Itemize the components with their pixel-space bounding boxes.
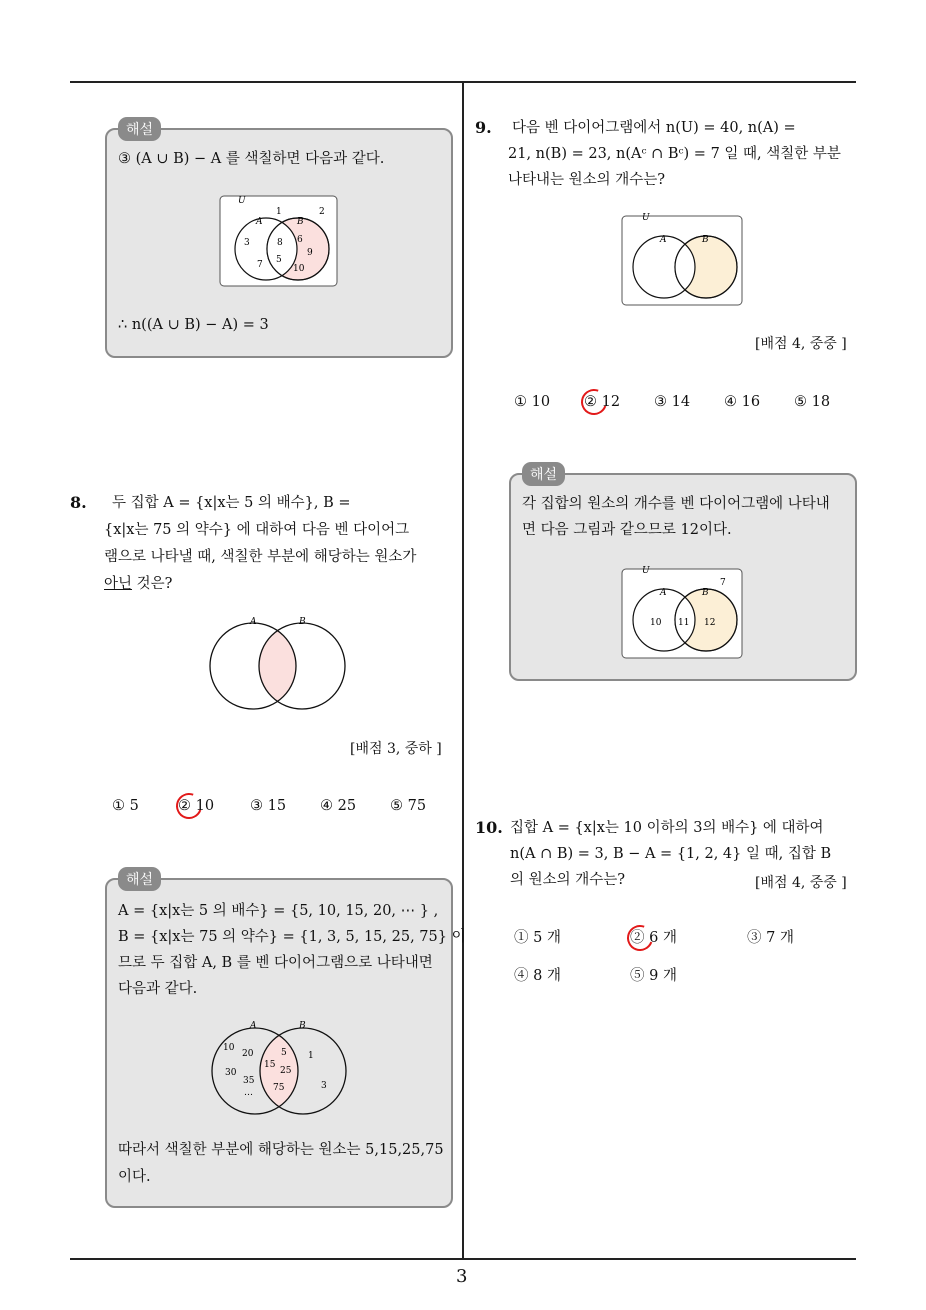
venn-number: 9 <box>307 248 313 258</box>
choice-1[interactable]: ① 10 <box>514 394 551 410</box>
venn-number: 5 <box>281 1048 287 1058</box>
venn-number: 10 <box>293 264 305 274</box>
score-label: [배점 4, 중중 ] <box>755 875 847 891</box>
venn-label-b: B <box>702 588 709 598</box>
venn-number: 7 <box>257 260 263 270</box>
venn-diagram <box>620 208 746 308</box>
question-text-line: 아닌 것은? <box>104 576 173 592</box>
venn-number: 3 <box>321 1081 327 1091</box>
venn-label-a: A <box>250 1021 257 1031</box>
solution-text: B = {x|x는 75 의 약수} = {1, 3, 5, 15, 25, 75} 이 <box>118 929 466 945</box>
choice-5[interactable]: ⑤ 9 개 <box>630 968 677 984</box>
question-text-line: n(A ∩ B) = 3, B − A = {1, 2, 4} 일 때, 집합 B <box>510 846 832 862</box>
choice-5[interactable]: ⑤ 18 <box>794 394 831 410</box>
venn-number: 6 <box>297 235 303 245</box>
venn-label-a: A <box>256 217 263 227</box>
venn-label-b: B <box>702 235 709 245</box>
question-text-line: 집합 A = {x|x는 10 이하의 3의 배수} 에 대하여 <box>510 820 824 836</box>
venn-label-a: A <box>250 617 257 627</box>
choice-3[interactable]: ③ 7 개 <box>747 930 794 946</box>
question-text-line: 램으로 나타낼 때, 색칠한 부분에 해당하는 원소가 <box>104 549 417 565</box>
score-label: [배점 3, 중하 ] <box>350 741 442 757</box>
choice-2[interactable]: ② 10 <box>178 798 215 814</box>
bottom-rule <box>70 1258 856 1260</box>
solution-text: ③ (A ∪ B) − A 를 색칠하면 다음과 같다. <box>118 151 385 167</box>
solution-tag: 해설 <box>522 462 565 486</box>
venn-diagram <box>620 561 746 661</box>
question-text-line: 두 집합 A = {x|x는 5 의 배수}, B = <box>112 495 351 511</box>
question-text-line: {x|x는 75 의 약수} 에 대하여 다음 벤 다이어그 <box>104 522 410 538</box>
venn-number: 10 <box>650 618 662 628</box>
venn-number: 2 <box>319 207 325 217</box>
question-text-line: 21, n(B) = 23, n(Aᶜ ∩ Bᶜ) = 7 일 때, 색칠한 부분 <box>508 146 841 162</box>
venn-label-u: U <box>642 566 650 576</box>
venn-number: 25 <box>280 1066 292 1076</box>
choice-1[interactable]: ① 5 개 <box>514 930 561 946</box>
underlined-word: 아닌 <box>104 576 133 592</box>
solution-text: 각 집합의 원소의 개수를 벤 다이어그램에 나타내 <box>522 496 830 512</box>
venn-number: 7 <box>720 578 726 588</box>
venn-number: 11 <box>678 618 690 628</box>
venn-label-u: U <box>238 196 246 206</box>
choice-2[interactable]: ② 6 개 <box>630 930 677 946</box>
solution-text: 이다. <box>118 1169 151 1185</box>
solution-text: A = {x|x는 5 의 배수} = {5, 10, 15, 20, ⋯ } , <box>118 903 439 919</box>
solution-conclusion: ∴ n((A ∪ B) − A) = 3 <box>118 317 269 333</box>
question-number: 8. <box>70 493 87 512</box>
question-number: 9. <box>475 118 492 137</box>
venn-number: 1 <box>308 1051 314 1061</box>
venn-number: 3 <box>244 238 250 248</box>
solution-tag: 해설 <box>118 867 161 891</box>
venn-label-a: A <box>660 235 667 245</box>
venn-number: 5 <box>276 255 282 265</box>
venn-label-u: U <box>642 213 650 223</box>
choice-2[interactable]: ② 12 <box>584 394 621 410</box>
question-number: 10. <box>475 818 503 837</box>
venn-label-a: A <box>660 588 667 598</box>
column-divider <box>462 83 464 1260</box>
venn-diagram <box>205 1016 355 1116</box>
solution-tag: 해설 <box>118 117 161 141</box>
venn-number: … <box>244 1088 253 1098</box>
venn-number: 35 <box>243 1076 255 1086</box>
choice-3[interactable]: ③ 15 <box>250 798 287 814</box>
solution-text: 면 다음 그림과 같으므로 12이다. <box>522 522 732 538</box>
score-label: [배점 4, 중중 ] <box>755 336 847 352</box>
venn-diagram <box>218 190 340 290</box>
solution-text: 따라서 색칠한 부분에 해당하는 원소는 5,15,25,75 <box>118 1142 444 1158</box>
venn-number: 8 <box>277 238 283 248</box>
choice-4[interactable]: ④ 16 <box>724 394 761 410</box>
venn-number: 1 <box>276 207 282 217</box>
venn-number: 15 <box>264 1060 276 1070</box>
choice-3[interactable]: ③ 14 <box>654 394 691 410</box>
choice-5[interactable]: ⑤ 75 <box>390 798 427 814</box>
choice-1[interactable]: ① 5 <box>112 798 139 814</box>
venn-label-b: B <box>299 1021 306 1031</box>
question-text-line: 다음 벤 다이어그램에서 n(U) = 40, n(A) = <box>512 120 796 136</box>
venn-diagram <box>205 612 355 716</box>
solution-text: 다음과 같다. <box>118 981 198 997</box>
venn-number: 30 <box>225 1068 237 1078</box>
page-number: 3 <box>456 1266 468 1287</box>
venn-number: 75 <box>273 1083 285 1093</box>
venn-label-b: B <box>297 217 304 227</box>
choice-4[interactable]: ④ 25 <box>320 798 357 814</box>
venn-number: 10 <box>223 1043 235 1053</box>
question-text-line: 나타내는 원소의 개수는? <box>508 172 666 188</box>
choice-4[interactable]: ④ 8 개 <box>514 968 561 984</box>
solution-text: 므로 두 집합 A, B 를 벤 다이어그램으로 나타내면 <box>118 955 433 971</box>
venn-number: 12 <box>704 618 716 628</box>
question-text-line: 의 원소의 개수는? <box>510 872 626 888</box>
venn-label-b: B <box>299 617 306 627</box>
venn-number: 20 <box>242 1049 254 1059</box>
